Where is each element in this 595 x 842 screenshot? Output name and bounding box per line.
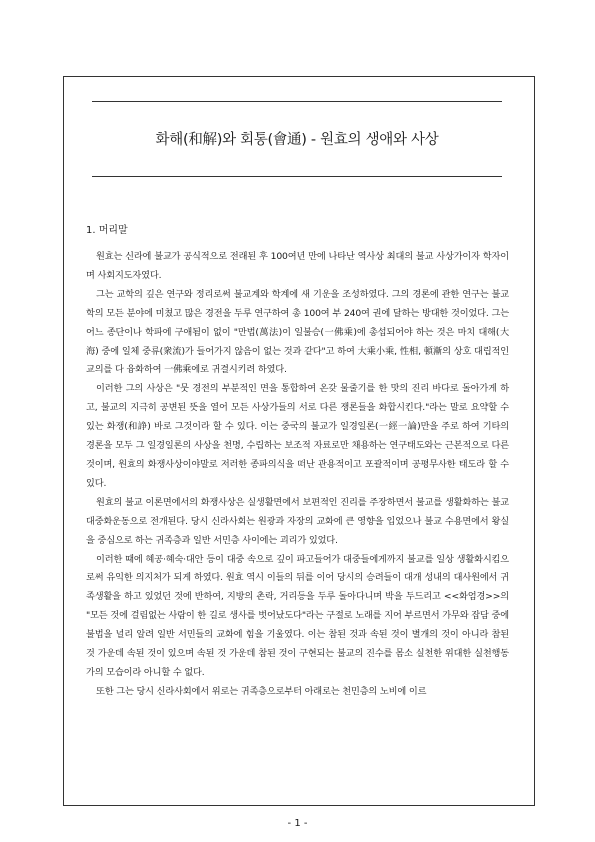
section-heading: 1. 머리말 bbox=[86, 225, 128, 236]
title-rule-top bbox=[92, 101, 502, 102]
paragraph: 원효의 불교 이론면에서의 화쟁사상은 실생활면에서 보편적인 진리를 주장하면서 불교를 생활화하는 불교대중화운동으로 전개된다. 당시 신라사회는 원광과 자장의 교화에 큰 영향을 입었으나 불교 수용면에서 왕실을 중심으로 하는 귀족층과 일반 서민층 사이에는 괴리가 있었다. bbox=[86, 496, 509, 546]
paragraph: 그는 교학의 깊은 연구와 정리로써 불교계와 학계에 새 기운을 조성하였다. 그의 경론에 관한 연구는 불교학의 모든 분야에 미쳤고 많은 경전을 두루 연구하여 총 100여 부 240여 권에 달하는 방대한 것이었다. 그는 어느 종단이나 학파에 구애됨이 없이 "만법(萬法)이 일불승(一佛乘)에 총섭되어야 하는 것은 마치 대해(大海) 중에 일체 중류(衆流)가 들어가지 않음이 없는 것과 같다"고 하여 大乘小乘, 性相, 頓漸의 상호 대립적인 교의를 다 융화하여 一佛乘에로 귀결시키려 하였다. bbox=[86, 288, 509, 376]
title-rule-bottom bbox=[92, 176, 502, 177]
paragraph: 또한 그는 당시 신라사회에서 위로는 귀족층으로부터 아래로는 천민층의 노비에 이르 bbox=[96, 685, 427, 697]
page-title: 화해(和解)와 회통(會通) - 원효의 생애와 사상 bbox=[155, 132, 439, 148]
page-number: - 1 - bbox=[287, 818, 308, 829]
paragraph: 이러한 그의 사상은 "뭇 경전의 부분적인 면을 통합하여 온갖 물줄기를 한 맛의 진리 바다로 돌아가게 하고, 불교의 지극히 공변된 뜻을 열어 모든 사상가들의 서로 다른 쟁론들을 화합시킨다."라는 말로 요약할 수 있는 화쟁(和諍) 바로 그것이라 할 수 있다. 이는 중국의 불교가 일경일론(一經一論)만을 주로 하여 기타의 경론을 모두 그 일경일론의 사상을 천명, 수립하는 보조적 자료로만 채용하는 연구태도와는 근본적으로 다른 것이며, 원효의 화쟁사상이야말로 저러한 종파의식을 떠난 관용적이고 포괄적이며 공평무사한 태도라 할 수 있다. bbox=[86, 383, 509, 489]
paragraph: 이러한 때에 혜공·혜숙·대안 등이 대중 속으로 깊이 파고들어가 대중들에게까지 불교를 일상 생활화시킴으로써 유익한 의지처가 되게 하였다. 원효 역시 이들의 뒤를 이어 당시의 승려들이 대개 성내의 대사원에서 귀족생활을 하고 있었던 것에 반하여, 지방의 촌락, 거리등을 두루 돌아다니며 박을 두드리고 <<화엄경>>의 "모든 것에 걸림없는 사람이 한 길로 생사를 벗어났도다"라는 구절로 노래를 지어 부르면서 가무와 잡담 중에 불법을 널리 알려 일반 서민들의 교화에 힘을 기울였다. 이는 참된 것과 속된 것이 별개의 것이 아니라 참된 것 가운데 속된 것이 있으며 속된 것 가운데 참된 것이 구현되는 불교의 진수를 몸소 실천한 위대한 실천행동가의 모습이라 아니할 수 없다. bbox=[86, 553, 509, 678]
paragraph: 원효는 신라에 불교가 공식적으로 전래된 후 100여년 만에 나타난 역사상 최대의 불교 사상가이자 학자이며 사회지도자였다. bbox=[86, 251, 509, 281]
body-text bbox=[86, 248, 509, 702]
